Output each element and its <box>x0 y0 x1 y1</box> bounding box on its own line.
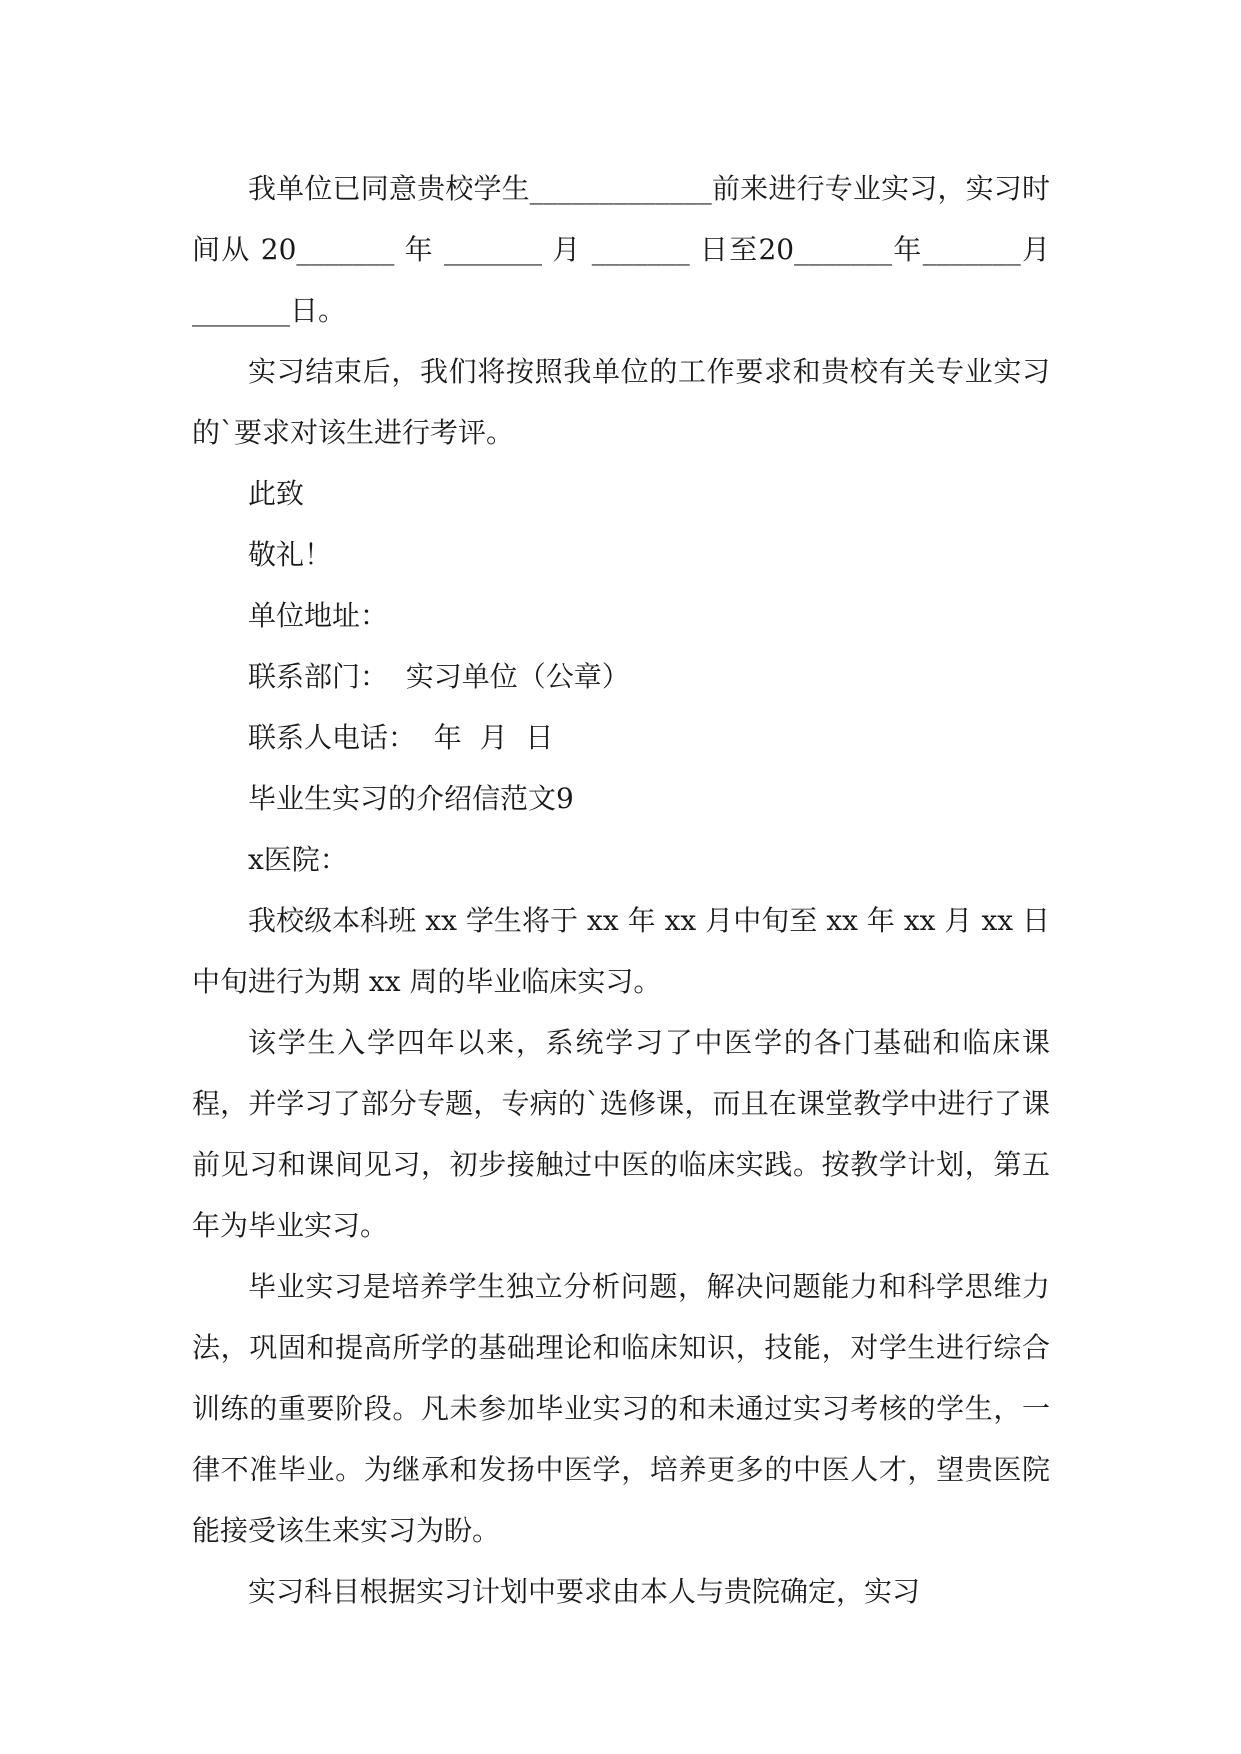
paragraph-consent: 我单位已同意贵校学生_____________前来进行专业实习，实习时间从 20_______ 年 _______ 月 _______ 日至20_______年_______月_______日。 <box>192 172 1050 327</box>
paragraph-internship-subjects: 实习科目根据实习计划中要求由本人与贵院确定，实习 <box>248 1575 921 1608</box>
unit-address-label: 单位地址： <box>248 599 389 632</box>
closing-regards: 敬礼！ <box>248 538 333 571</box>
recipient-line: x医院： <box>248 843 348 876</box>
section-heading: 毕业生实习的介绍信范文9 <box>248 782 574 815</box>
contact-department-line: 联系部门： 实习单位（公章） <box>248 660 630 693</box>
document-page <box>192 158 1050 1622</box>
paragraph-internship-importance: 毕业实习是培养学生独立分析问题，解决问题能力和科学思维力法，巩固和提高所学的基础理论和临床知识，技能，对学生进行综合训练的重要阶段。凡未参加毕业实习的和未通过实习考核的学生，一律不准毕业。为继承和发扬中医学，培养更多的中医人才，望贵医院能接受该生来实习为盼。 <box>192 1270 1050 1547</box>
closing-salutation: 此致 <box>248 477 305 510</box>
paragraph-evaluation: 实习结束后，我们将按照我单位的工作要求和贵校有关专业实习的`要求对该生进行考评。 <box>192 355 1050 449</box>
paragraph-student-background: 该学生入学四年以来，系统学习了中医学的各门基础和临床课程，并学习了部分专题，专病的`选修课，而且在课堂教学中进行了课前见习和课间见习，初步接触过中医的临床实践。按教学计划，第五年为毕业实习。 <box>192 1026 1050 1242</box>
contact-phone-date-line: 联系人电话： 年 月 日 <box>248 721 554 754</box>
paragraph-internship-schedule: 我校级本科班 xx 学生将于 xx 年 xx 月中旬至 xx 年 xx 月 xx 日中旬进行为期 xx 周的毕业临床实习。 <box>192 904 1050 998</box>
